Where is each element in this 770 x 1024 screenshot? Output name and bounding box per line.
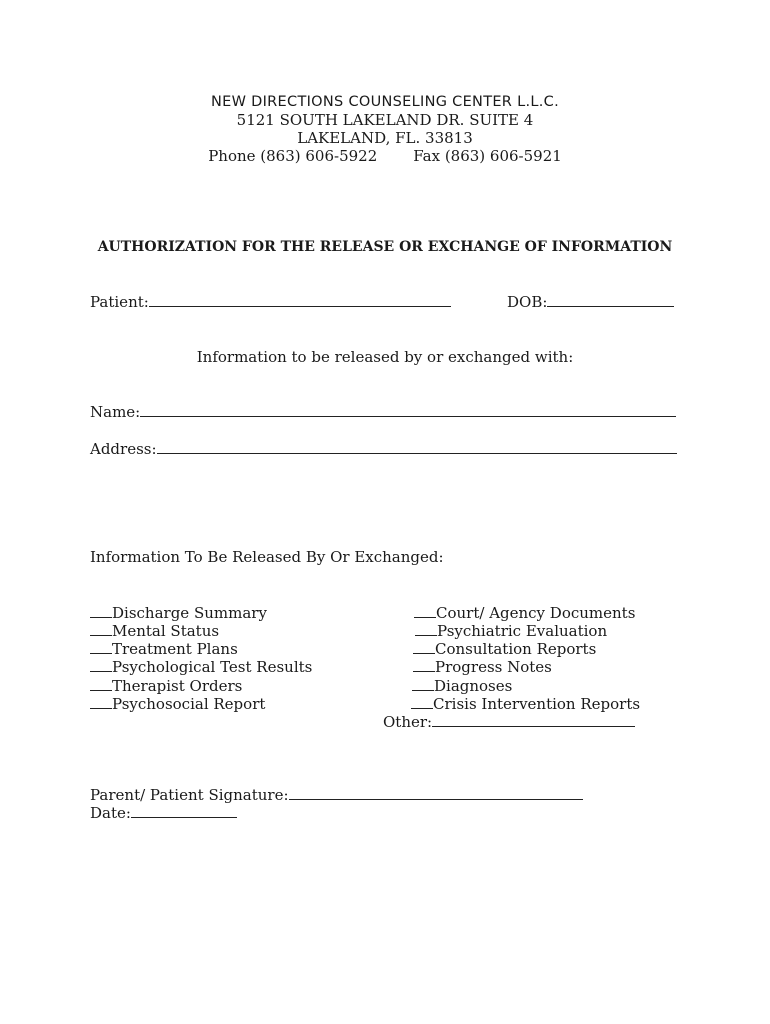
checklist-item-therapist-orders[interactable]	[90, 676, 242, 695]
checklist-label: Consultation Reports	[435, 640, 597, 658]
info-heading: Information To Be Released By Or Exchanged:	[90, 548, 444, 566]
checklist-label: Discharge Summary	[112, 604, 267, 622]
checkbox-blank[interactable]	[412, 676, 434, 691]
checkbox-blank[interactable]	[90, 639, 112, 654]
form-title: AUTHORIZATION FOR THE RELEASE OR EXCHANGE OF INFORMATION	[97, 239, 673, 255]
name-label: Name:	[90, 403, 141, 421]
exchange-intro: Information to be released by or exchanged with:	[196, 348, 574, 366]
date-label: Date:	[90, 804, 131, 822]
checklist-item-diagnoses[interactable]	[412, 676, 512, 695]
checklist-item-crisis-intervention-reports[interactable]	[411, 694, 640, 713]
fax-number: Fax (863) 606-5921	[413, 147, 562, 165]
checklist-label: Mental Status	[112, 622, 220, 640]
address-field[interactable]	[90, 439, 677, 458]
checklist-label: Crisis Intervention Reports	[433, 695, 641, 713]
checklist-label: Therapist Orders	[112, 677, 243, 695]
checkbox-blank[interactable]	[411, 694, 433, 709]
checkbox-blank[interactable]	[90, 657, 112, 672]
checklist-item-psychological-test-results[interactable]	[90, 657, 312, 676]
checklist-item-psychosocial-report[interactable]	[90, 694, 265, 713]
dob-label: DOB:	[507, 293, 548, 311]
patient-label: Patient:	[90, 293, 149, 311]
date-field[interactable]	[90, 803, 237, 822]
checklist-label: Progress Notes	[435, 658, 552, 676]
address-blank[interactable]	[157, 439, 677, 454]
other-label: Other:	[383, 713, 433, 731]
checkbox-blank[interactable]	[413, 639, 435, 654]
signature-blank[interactable]	[289, 785, 583, 800]
checkbox-blank[interactable]	[415, 621, 437, 636]
checklist-item-discharge-summary[interactable]	[90, 603, 267, 622]
patient-blank[interactable]	[149, 292, 451, 307]
other-blank[interactable]	[432, 712, 635, 727]
checklist-label: Psychological Test Results	[112, 658, 313, 676]
checkbox-blank[interactable]	[90, 621, 112, 636]
address-line-2: LAKELAND, FL. 33813	[297, 129, 473, 147]
checklist-label: Treatment Plans	[112, 640, 238, 658]
signature-label: Parent/ Patient Signature:	[90, 786, 289, 804]
phone-number: Phone (863) 606-5922	[208, 147, 378, 165]
checkbox-blank[interactable]	[414, 603, 436, 618]
name-blank[interactable]	[140, 402, 676, 417]
patient-field[interactable]	[90, 292, 451, 311]
checklist-label: Diagnoses	[434, 677, 513, 695]
checklist-item-psychiatric-evaluation[interactable]	[415, 621, 607, 640]
address-line-1: 5121 SOUTH LAKELAND DR. SUITE 4	[236, 111, 534, 129]
checklist-label: Psychosocial Report	[112, 695, 266, 713]
checklist-label: Court/ Agency Documents	[436, 604, 636, 622]
date-blank[interactable]	[131, 803, 237, 818]
contact-line	[0, 147, 770, 165]
checklist-item-treatment-plans[interactable]	[90, 639, 238, 658]
other-field[interactable]	[383, 712, 635, 731]
checkbox-blank[interactable]	[90, 694, 112, 709]
name-field[interactable]	[90, 402, 676, 421]
checklist-item-court-agency-documents[interactable]	[414, 603, 635, 622]
checkbox-blank[interactable]	[90, 676, 112, 691]
checklist-item-progress-notes[interactable]	[413, 657, 552, 676]
checkbox-blank[interactable]	[90, 603, 112, 618]
signature-field[interactable]	[90, 785, 583, 804]
organization-name: NEW DIRECTIONS COUNSELING CENTER L.L.C.	[210, 94, 560, 110]
checklist-label: Psychiatric Evaluation	[437, 622, 608, 640]
checklist-item-consultation-reports[interactable]	[413, 639, 596, 658]
address-label: Address:	[90, 440, 157, 458]
checkbox-blank[interactable]	[413, 657, 435, 672]
checklist-item-mental-status[interactable]	[90, 621, 219, 640]
dob-blank[interactable]	[547, 292, 674, 307]
dob-field[interactable]	[507, 292, 674, 311]
